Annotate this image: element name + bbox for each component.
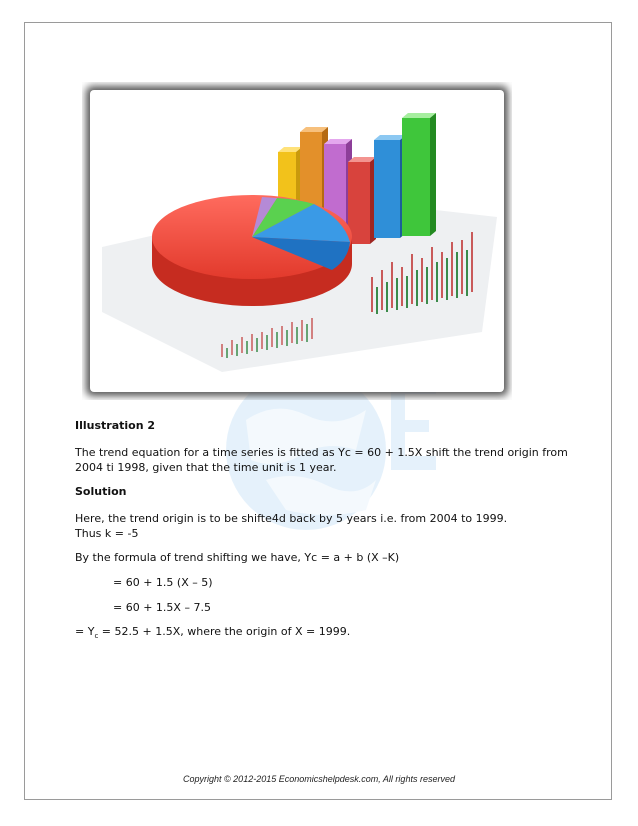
solution-heading: Solution (75, 485, 127, 498)
problem-text-line-2: 2004 ti 1998, given that the time unit is 1 year. (75, 461, 337, 474)
problem-text-line-1: The trend equation for a time series is fitted as Yc = 60 + 1.5X shift the trend origin from (75, 446, 568, 459)
copyright-footer: Copyright © 2012-2015 Economicshelpdesk.com, All rights reserved (183, 774, 455, 784)
formula-step-1: = 60 + 1.5 (X – 5) (113, 576, 213, 589)
result-line (75, 624, 350, 644)
result-prefix: = Y (75, 625, 95, 638)
illustration-heading: Illustration 2 (75, 419, 156, 432)
solution-text-line-2: Thus k = -5 (75, 527, 139, 540)
solution-text-line-1: Here, the trend origin is to be shifte4d back by 5 years i.e. from 2004 to 1999. (75, 512, 508, 525)
formula-line: By the formula of trend shifting we have, Yc = a + b (X –K) (75, 551, 400, 564)
formula-step-2: = 60 + 1.5X – 7.5 (113, 601, 211, 614)
result-subscript: c (94, 632, 99, 641)
result-rest: = 52.5 + 1.5X, where the origin of X = 1999. (98, 625, 351, 638)
chart-photo (82, 82, 512, 400)
